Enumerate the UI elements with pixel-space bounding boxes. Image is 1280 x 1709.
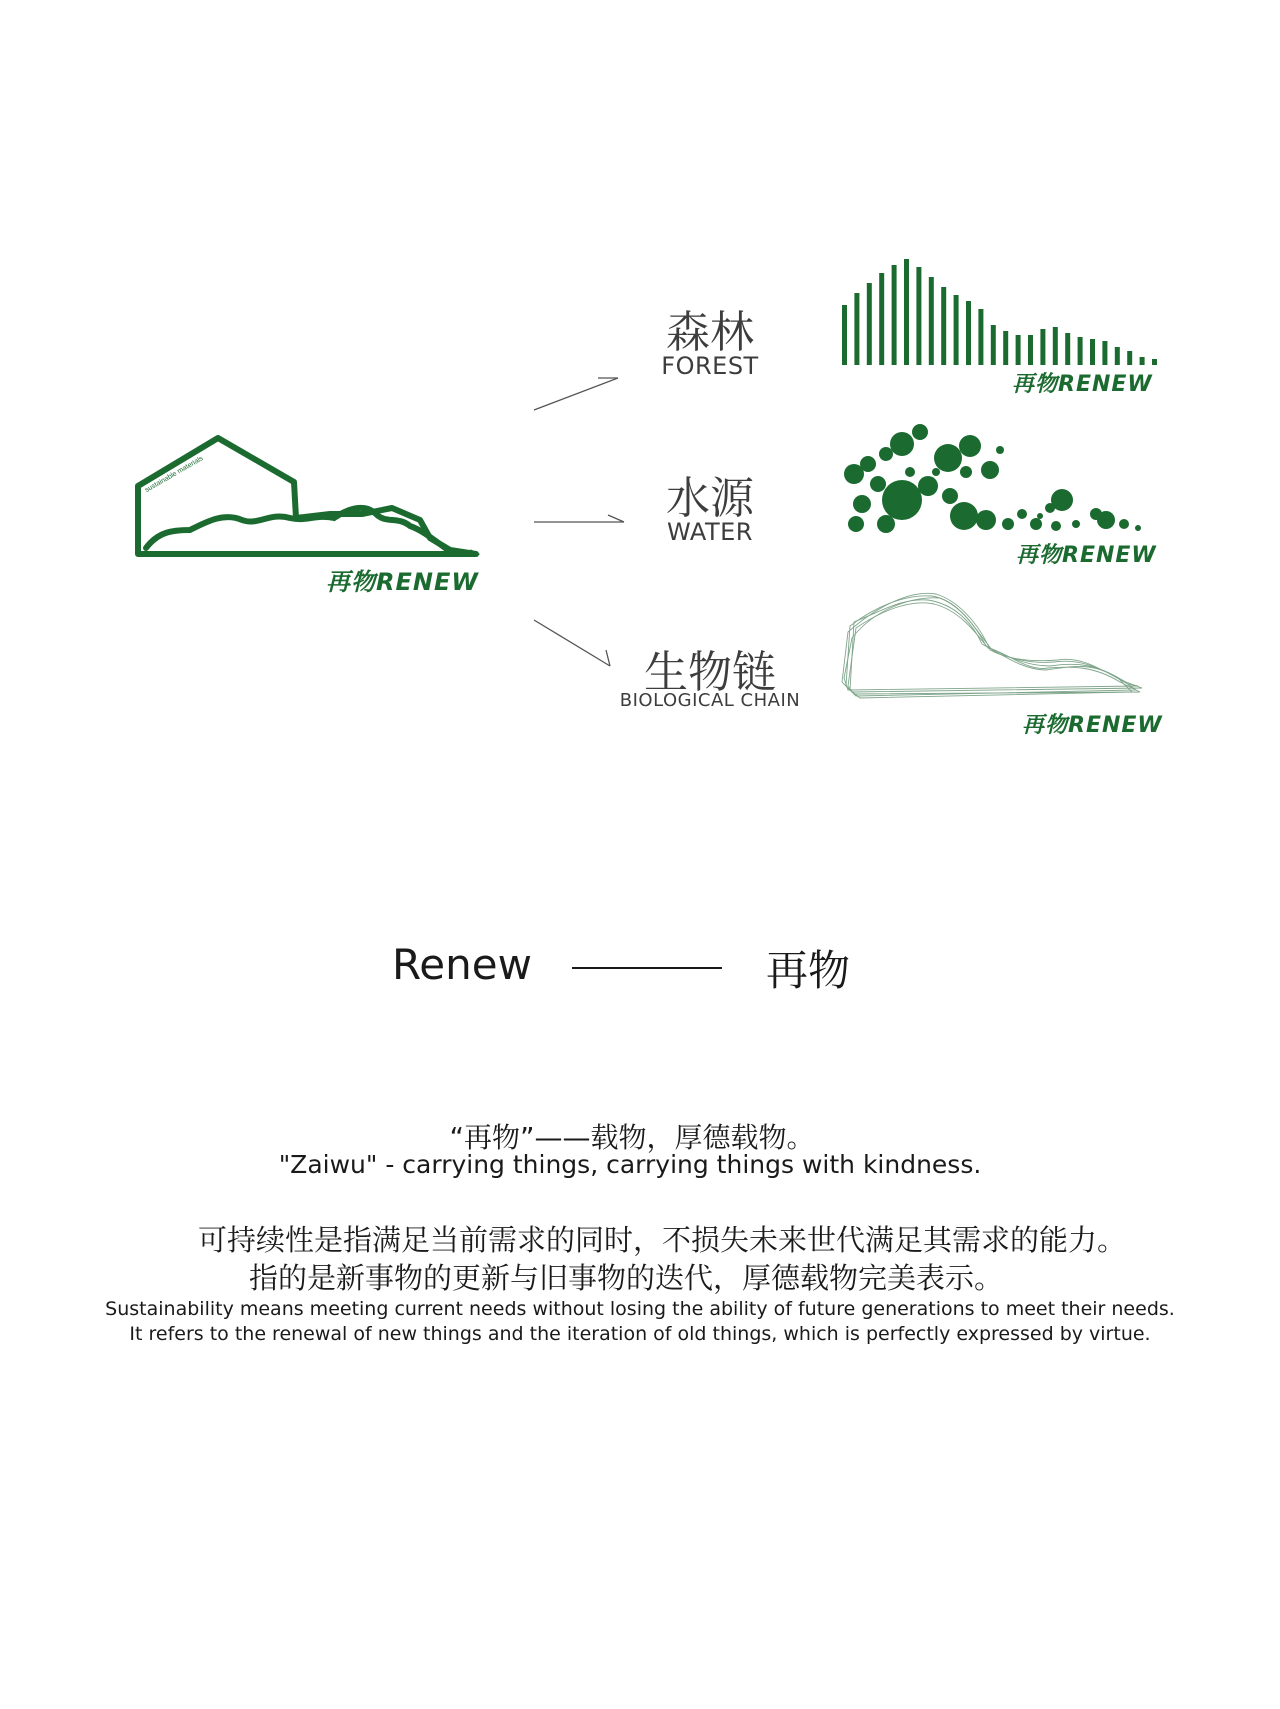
forest-bars-icon — [840, 255, 1160, 365]
forest-bar — [904, 259, 909, 365]
definition-en-1: Sustainability means meeting current needs without losing the ability of future generations to meet their needs. — [105, 1298, 1175, 1320]
main-logo — [130, 430, 490, 600]
forest-bar — [929, 277, 934, 365]
forest-bar — [978, 309, 983, 365]
category-biological-chain-en: BIOLOGICAL CHAIN — [619, 690, 801, 711]
main-logo-label: 再物RENEW — [326, 568, 479, 596]
forest-bar — [1053, 327, 1058, 365]
forest-bar — [1115, 347, 1120, 365]
forest-bar — [1127, 351, 1132, 365]
main-logo-vertical-text: sustainable materials — [144, 455, 205, 495]
forest-bar — [854, 293, 859, 365]
forest-bar — [916, 267, 921, 365]
forest-bar — [892, 265, 897, 365]
forest-bar — [1140, 357, 1145, 365]
title-left: Renew — [392, 940, 532, 989]
forest-bar — [1078, 337, 1083, 365]
motto-zh: “再物”——载物，厚德载物。 — [449, 1121, 815, 1154]
forest-bar — [867, 283, 872, 365]
forest-bar — [842, 305, 847, 365]
category-water-en: WATER — [667, 518, 753, 546]
forest-bar — [991, 325, 996, 365]
biological-chain-logo — [836, 586, 1163, 738]
biological-chain-logo-label: 再物RENEW — [1022, 713, 1163, 738]
arrow-to-forest-icon — [534, 378, 618, 410]
forest-bar — [1003, 331, 1008, 365]
category-water-zh: 水源 — [666, 473, 754, 524]
definition-zh-2: 指的是新事物的更新与旧事物的迭代，厚德载物完美表示。 — [248, 1261, 1003, 1295]
forest-bar — [1090, 339, 1095, 365]
forest-bar — [941, 287, 946, 365]
forest-bar — [954, 295, 959, 365]
category-forest-zh: 森林 — [666, 307, 754, 358]
title-divider — [572, 967, 722, 969]
biological-chain-lines-icon — [836, 586, 1156, 706]
forest-logo-label: 再物RENEW — [1012, 372, 1153, 397]
forest-bar — [1152, 359, 1157, 365]
forest-bar — [1102, 341, 1107, 365]
forest-bar — [1040, 329, 1045, 365]
title-right: 再物 — [766, 946, 851, 995]
mountain-outline-icon — [130, 430, 490, 570]
forest-bar — [1028, 335, 1033, 365]
category-forest-en: FOREST — [661, 352, 759, 380]
forest-bar — [1065, 333, 1070, 365]
category-biological-chain-zh: 生物链 — [644, 647, 776, 698]
water-logo — [840, 420, 1160, 570]
forest-bar — [1016, 335, 1021, 365]
motto-en: "Zaiwu" - carrying things, carrying things with kindness. — [278, 1150, 982, 1179]
definition-zh-1: 可持续性是指满足当前需求的同时，不损失未来世代满足其需求的能力。 — [197, 1223, 1126, 1257]
water-bubbles-icon — [840, 420, 1160, 540]
water-logo-label: 再物RENEW — [1016, 543, 1157, 568]
forest-bar — [966, 301, 971, 365]
forest-bar — [879, 273, 884, 365]
forest-logo — [840, 255, 1160, 395]
definition-en-2: It refers to the renewal of new things and the iteration of old things, which is perfectly expressed by virtue. — [129, 1323, 1151, 1345]
